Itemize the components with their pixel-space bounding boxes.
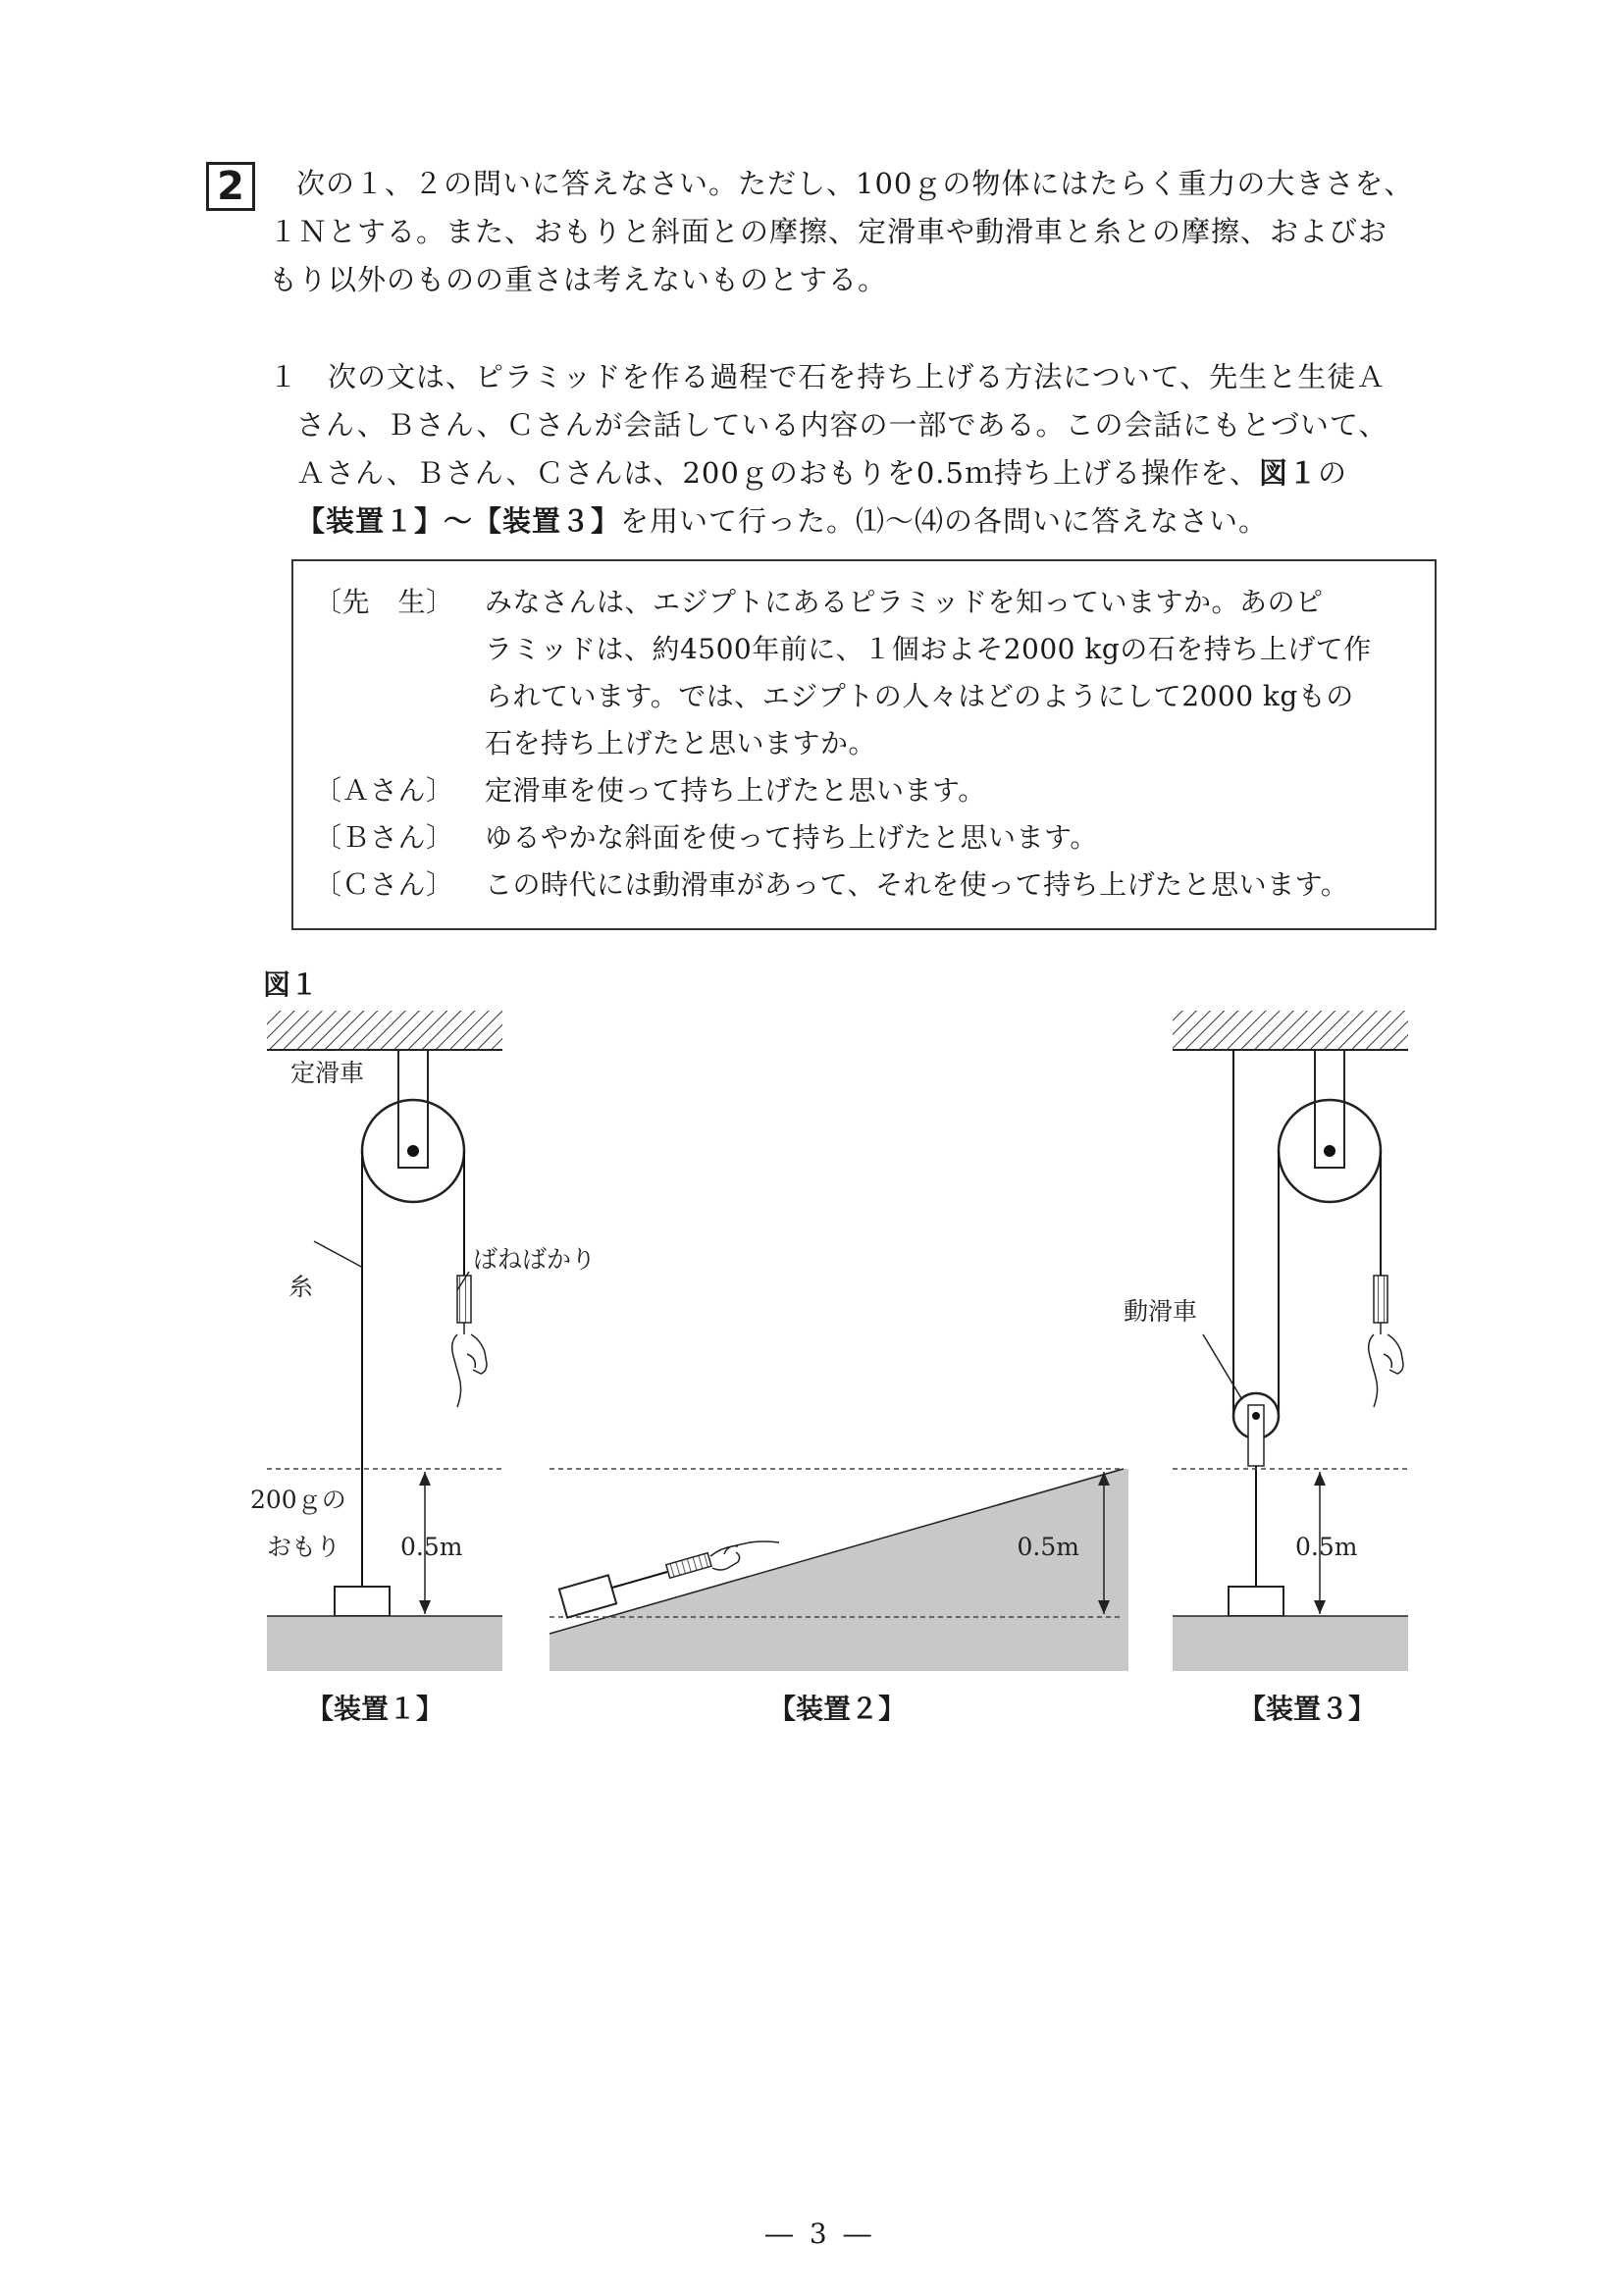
apparatus-2 [550, 1469, 1128, 1671]
speaker-c: 〔Ｃさん〕 [314, 868, 454, 901]
label-weight-line2: おもり [267, 1533, 341, 1561]
question-number: 2 [206, 162, 255, 211]
label-weight-line1: 200ｇの [250, 1486, 346, 1514]
weight-3 [1229, 1587, 1283, 1616]
intro-line-1: 次の１、２の問いに答えなさい。ただし、100ｇの物体にはたらく重力の大きさを、 [296, 167, 1414, 200]
weight-2 [559, 1575, 616, 1617]
caption-apparatus-2: 【装置２】 [768, 1693, 907, 1725]
label-string: 糸 [288, 1273, 314, 1301]
hand-3 [1369, 1334, 1403, 1407]
intro-line-2: １Ｎとする。また、おもりと斜面との摩擦、定滑車や動滑車と糸との摩擦、およびお [269, 215, 1388, 248]
page-number: ― 3 ― [765, 2218, 875, 2250]
figure-label: 図１ [263, 968, 319, 1001]
a-text: 定滑車を使って持ち上げたと思います。 [485, 774, 986, 807]
spring-scale-2 [666, 1553, 711, 1579]
c-text: この時代には動滑車があって、それを使って持ち上げたと思います。 [485, 868, 1349, 901]
weight-1 [335, 1587, 390, 1616]
label-height-1: 0.5m [400, 1533, 463, 1561]
ceiling-3 [1173, 1011, 1408, 1050]
caption-apparatus-1: 【装置１】 [306, 1693, 445, 1725]
hand-1 [452, 1334, 487, 1407]
figure-ref: 図１ [1258, 456, 1318, 490]
label-height-3: 0.5m [1295, 1533, 1358, 1561]
sub1-line-1: １ 次の文は、ピラミッドを作る過程で石を持ち上げる方法について、先生と生徒Ａ [269, 360, 1387, 393]
b-text: ゆるやかな斜面を使って持ち上げたと思います。 [485, 821, 1098, 854]
apparatus-1 [250, 1011, 596, 1671]
speaker-b: 〔Ｂさん〕 [314, 821, 454, 854]
label-height-2: 0.5m [1017, 1533, 1079, 1561]
sub1-line-3-tail: の [1317, 456, 1347, 490]
hand-2 [710, 1541, 779, 1570]
apparatus-ref: 【装置１】～【装置３】 [296, 504, 621, 538]
apparatus-3 [1124, 1011, 1408, 1671]
floor-1 [267, 1616, 502, 1671]
teacher-text-4: 石を持ち上げたと思いますか。 [485, 727, 877, 759]
teacher-text-1: みなさんは、エジプトにあるピラミッドを知っていますか。あのピ [485, 586, 1324, 618]
slope-2 [550, 1469, 1128, 1671]
label-spring-scale: ばねばかり [473, 1245, 597, 1274]
spring-scale-1 [457, 1276, 471, 1334]
sub1-line-3-text: Ａさん、Ｂさん、Ｃさんは、200ｇのおもりを0.5ｍ持ち上げる操作を、 [296, 456, 1259, 490]
ceiling-1 [267, 1011, 502, 1050]
intro-line-3: もり以外のものの重さは考えないものとする。 [269, 263, 888, 296]
teacher-text-3: られています。では、エジプトの人々はどのようにして2000 kgもの [485, 680, 1354, 712]
label-fixed-pulley: 定滑車 [290, 1059, 365, 1087]
caption-apparatus-3: 【装置３】 [1238, 1693, 1377, 1725]
sub1-line-2: さん、Ｂさん、Ｃさんが会話している内容の一部である。この会話にもとづいて、 [296, 408, 1388, 442]
floor-3 [1173, 1616, 1408, 1671]
speaker-a: 〔Ａさん〕 [314, 774, 454, 807]
speaker-teacher: 〔先 生〕 [314, 586, 454, 618]
label-movable-pulley: 動滑車 [1124, 1297, 1198, 1326]
teacher-text-2: ラミッドは、約4500年前に、１個およそ2000 kgの石を持ち上げて作 [485, 633, 1372, 665]
sub1-line-4-tail: を用いて行った。⑴～⑷の各問いに答えなさい。 [620, 504, 1269, 538]
spring-scale-3 [1374, 1276, 1387, 1334]
